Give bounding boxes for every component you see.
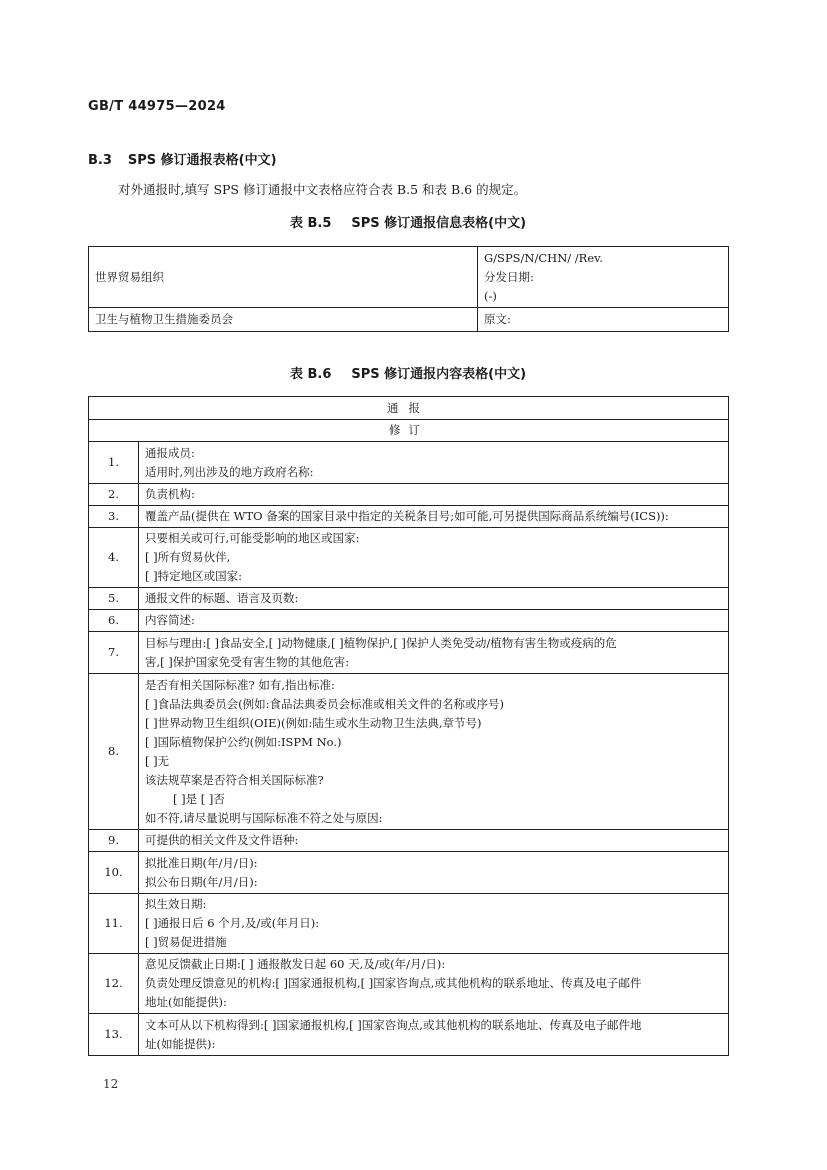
row-content [139, 610, 729, 632]
cell-line: 通报文件的标题、语言及页数: [145, 591, 299, 605]
section-number: B.3 [88, 153, 112, 168]
table-row [89, 830, 729, 852]
cell-line: 地址(如能提供): [145, 995, 227, 1009]
row-content [139, 588, 729, 610]
row-number: 12. [89, 954, 139, 1014]
cell-line: 原文: [484, 312, 511, 326]
cell-line: 只要相关或可行,可能受影响的地区或国家: [145, 531, 360, 545]
cell-line: 分发日期: [484, 269, 534, 284]
cell-line: 可提供的相关文件及文件语种: [145, 833, 299, 847]
row-number: 8. [89, 674, 139, 830]
table-cell [478, 308, 729, 332]
table-row [89, 506, 729, 528]
cell-line: [ ]特定地区或国家: [145, 569, 243, 583]
table-b6-caption [88, 363, 728, 382]
row-number: 5. [89, 588, 139, 610]
cell-line: [ ]国际植物保护公约(例如:ISPM No.) [145, 734, 342, 749]
cell-line: 适用时,列出涉及的地方政府名称: [145, 464, 314, 479]
row-content [139, 894, 729, 954]
cell-line: 意见反馈截止日期:[ ] 通报散发日起 60 天,及/或(年/月/日): [145, 957, 446, 971]
table-b6-caption-number: 表 B.6 [289, 367, 332, 382]
row-content [139, 484, 729, 506]
cell-line: [ ]世界动物卫生组织(OIE)(例如:陆生或水生动物卫生法典,章节号) [145, 715, 482, 730]
row-number: 1. [89, 442, 139, 484]
table-cell: 世界贸易组织 [89, 247, 478, 308]
table-header-row [89, 420, 729, 442]
row-number: 6. [89, 610, 139, 632]
table-row [89, 484, 729, 506]
table-b5 [88, 246, 729, 332]
table-row [89, 308, 729, 332]
cell-line: 是否有相关国际标准? 如有,指出标准: [145, 677, 335, 692]
row-content [139, 674, 729, 830]
table-row [89, 588, 729, 610]
table-b6-caption-title: SPS 修订通报内容表格(中文) [351, 367, 527, 382]
cell-line: (-) [484, 288, 497, 303]
cell-line: 拟生效日期: [145, 897, 207, 911]
row-content [139, 442, 729, 484]
cell-line: 目标与理由:[ ]食品安全,[ ]动物健康,[ ]植物保护,[ ]保护人类免受动/植物有害生物或疫病的危 [145, 635, 617, 650]
section-intro: 对外通报时,填写 SPS 修订通报中文表格应符合表 B.5 和表 B.6 的规定。 [118, 182, 527, 197]
row-number: 4. [89, 528, 139, 588]
section-heading [88, 149, 277, 168]
table-row [89, 954, 729, 1014]
cell-line: 负责处理反馈意见的机构:[ ]国家通报机构,[ ]国家咨询点,或其他机构的联系地址、传真及电子邮件 [145, 976, 642, 990]
page-number: 12 [103, 1077, 119, 1091]
table-cell [478, 247, 729, 308]
table-row [89, 674, 729, 830]
row-number: 9. [89, 830, 139, 852]
cell-line: 文本可从以下机构得到:[ ]国家通报机构,[ ]国家咨询点,或其他机构的联系地址、传真及电子邮件地 [145, 1017, 642, 1032]
row-content [139, 632, 729, 674]
cell-line: [ ]食品法典委员会(例如:食品法典委员会标准或相关文件的名称或序号) [145, 696, 504, 711]
cell-line: G/SPS/N/CHN/ /Rev. [484, 250, 603, 265]
row-number: 10. [89, 852, 139, 894]
table-row [89, 1014, 729, 1056]
row-content [139, 852, 729, 894]
table-b6 [88, 396, 729, 1056]
cell-line: [ ]贸易促进措施 [145, 935, 227, 949]
cell-line: 址(如能提供): [145, 1036, 216, 1051]
cell-line: [ ]无 [145, 753, 170, 768]
table-b5-caption-title: SPS 修订通报信息表格(中文) [351, 216, 527, 231]
table-row [89, 632, 729, 674]
cell-line: 覆盖产品(提供在 WTO 备案的国家目录中指定的关税条目号;如可能,可另提供国际商品系统编号(ICS)): [145, 509, 669, 523]
table-row [89, 442, 729, 484]
cell-line: [ ]所有贸易伙伴, [145, 550, 231, 564]
section-title: SPS 修订通报表格(中文) [127, 153, 277, 168]
table-header-revision: 修订 [89, 420, 729, 442]
cell-line: [ ]是 [ ]否 [173, 791, 225, 806]
row-number: 2. [89, 484, 139, 506]
table-b5-caption-number: 表 B.5 [289, 216, 332, 231]
table-cell: 卫生与植物卫生措施委员会 [89, 308, 478, 332]
row-content [139, 528, 729, 588]
row-content [139, 830, 729, 852]
table-row [89, 852, 729, 894]
standard-code: GB/T 44975—2024 [88, 99, 226, 114]
cell-line: 害,[ ]保护国家免受有害生物的其他危害: [145, 654, 350, 669]
cell-line: 拟公布日期(年/月/日): [145, 874, 258, 889]
table-row [89, 528, 729, 588]
cell-line: 如不符,请尽量说明与国际标准不符之处与原因: [145, 810, 383, 825]
row-content [139, 954, 729, 1014]
table-row [89, 610, 729, 632]
row-number: 13. [89, 1014, 139, 1056]
cell-line: 该法规草案是否符合相关国际标准? [145, 772, 324, 787]
cell-line: 通报成员: [145, 445, 195, 460]
row-content [139, 506, 729, 528]
table-row [89, 247, 729, 308]
table-b5-caption [88, 212, 728, 231]
row-number: 7. [89, 632, 139, 674]
table-row [89, 894, 729, 954]
cell-line: [ ]通报日后 6 个月,及/或(年月日): [145, 916, 320, 930]
table-header-row [89, 397, 729, 420]
cell-line: 内容简述: [145, 613, 195, 627]
row-number: 3. [89, 506, 139, 528]
row-number: 11. [89, 894, 139, 954]
table-header-notification: 通报 [89, 397, 729, 420]
cell-line: 拟批准日期(年/月/日): [145, 855, 258, 870]
row-content [139, 1014, 729, 1056]
cell-line: 负责机构: [145, 487, 195, 501]
